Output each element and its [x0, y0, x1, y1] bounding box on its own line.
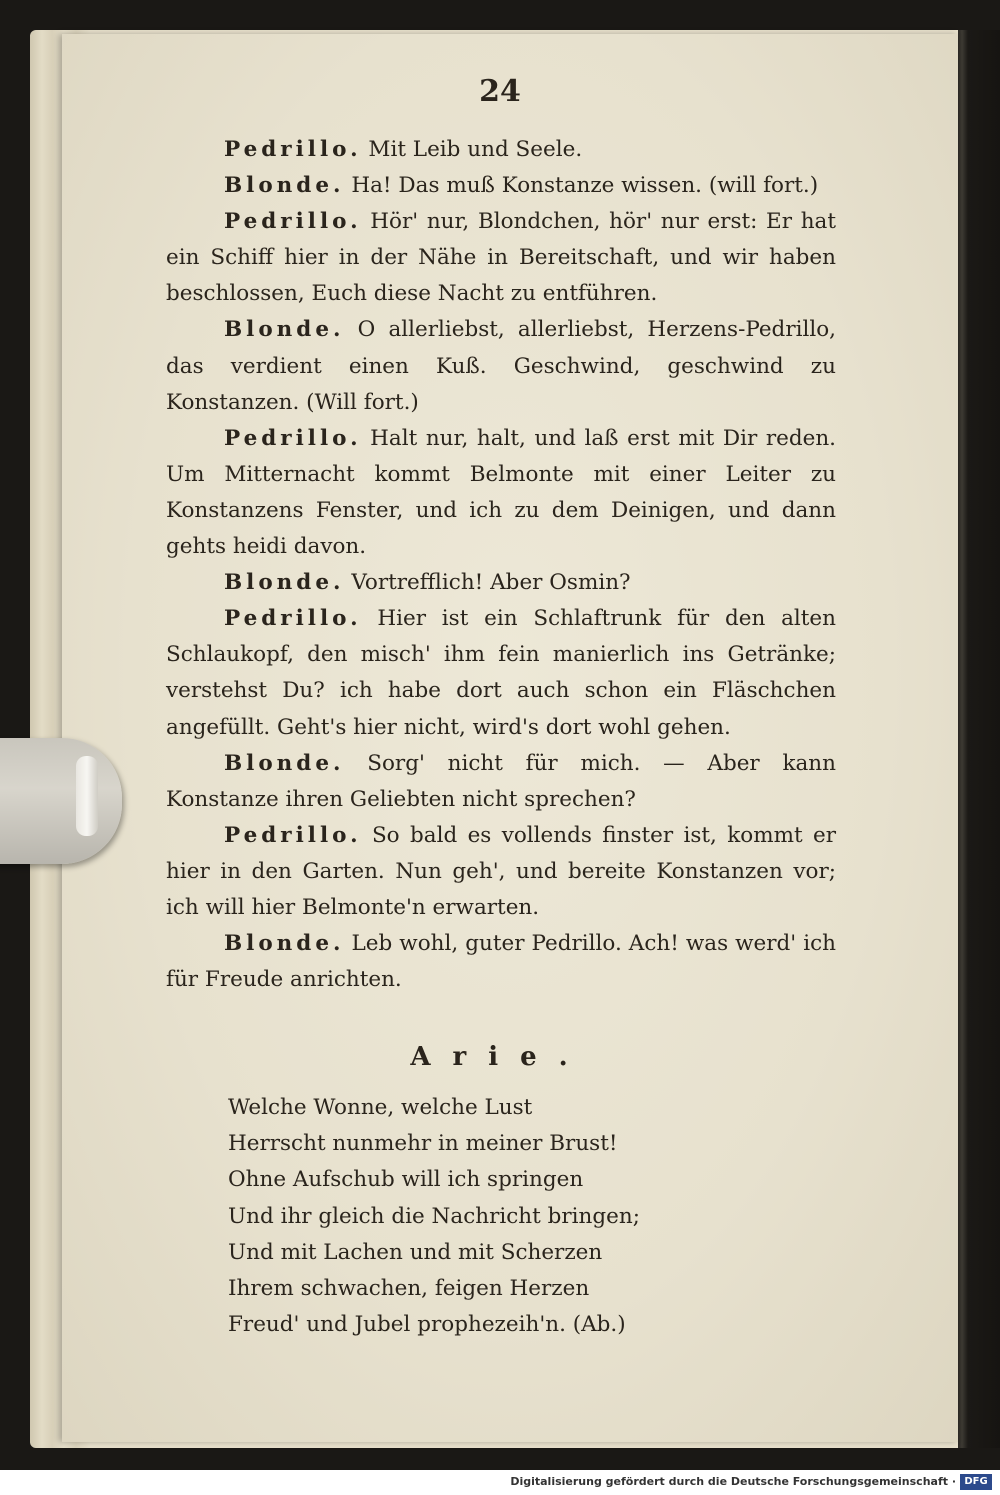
speaker-name: Pedrillo.	[224, 425, 362, 451]
dialogue-paragraph	[166, 926, 836, 998]
verse-line: Ohne Aufschub will ich springen	[228, 1167, 584, 1193]
dialogue-paragraph	[166, 204, 836, 312]
dialogue-paragraph	[166, 601, 836, 745]
verse-line: Welche Wonne, welche Lust	[228, 1095, 533, 1120]
verse-line: Freud' und Jubel prophezeih'n. (Ab.)	[228, 1312, 626, 1338]
dialogue-line: Ha! Das muß Konstanze wissen. (will fort.)	[344, 173, 819, 199]
aria-heading: Arie.	[410, 1042, 590, 1072]
speaker-name: Blonde.	[224, 173, 345, 199]
book-right-edge	[958, 30, 1000, 1448]
footer-bar	[0, 1470, 1000, 1495]
clip-highlight	[76, 756, 98, 836]
dialogue-paragraph	[166, 168, 836, 204]
dialogue-text	[166, 132, 836, 998]
speaker-name: Blonde.	[224, 750, 345, 776]
speaker-name: Blonde.	[224, 570, 345, 596]
speaker-name: Blonde.	[224, 931, 345, 957]
dialogue-line: Sorg' nicht für mich. — Aber kann Konstanze ihren Geliebten nicht sprechen?	[166, 750, 836, 812]
dialogue-paragraph	[166, 746, 836, 818]
dfg-logo-icon: DFG	[960, 1474, 992, 1490]
verse-line: Ihrem schwachen, feigen Herzen	[228, 1276, 590, 1302]
dialogue-line: Hör' nur, Blondchen, hör' nur erst: Er hat ein Schiff hier in der Nähe in Bereitschaft, und wir haben beschlossen, Euch diese Nacht zu entführen.	[166, 209, 836, 307]
dialogue-paragraph	[166, 421, 836, 565]
dialogue-paragraph	[166, 565, 836, 601]
funding-credit: Digitalisierung gefördert durch die Deutsche Forschungsgemeinschaft ·	[510, 1475, 956, 1488]
dialogue-line: Mit Leib und Seele.	[361, 137, 583, 162]
speaker-name: Pedrillo.	[224, 137, 362, 162]
speaker-name: Pedrillo.	[224, 822, 362, 848]
dialogue-line: Vortrefflich! Aber Osmin?	[344, 570, 631, 596]
dialogue-line: Hier ist ein Schlaftrunk für den alten Schlaukopf, den misch' ihm fein manierlich ins Getränke; verstehst Du? ich habe dort auch schon ein Fläschchen angefüllt. Geht's hier nicht, wird's dort wohl gehen.	[166, 606, 836, 740]
speaker-name: Blonde.	[224, 317, 345, 343]
verse-line: Und mit Lachen und mit Scherzen	[228, 1239, 603, 1265]
dialogue-paragraph	[166, 132, 836, 168]
dialogue-paragraph	[166, 312, 836, 420]
page-number: 24	[479, 74, 521, 109]
verse-line: Herrscht nunmehr in meiner Brust!	[228, 1131, 618, 1157]
dialogue-line: Leb wohl, guter Pedrillo. Ach! was werd' ich für Freude anrichten.	[166, 931, 836, 993]
dialogue-line: Halt nur, halt, und laß erst mit Dir reden. Um Mitternacht kommt Belmonte mit einer Leiter zu Konstanzens Fenster, und ich zu dem Deinigen, und dann gehts heidi davon.	[166, 425, 836, 560]
speaker-name: Pedrillo.	[224, 209, 362, 235]
speaker-name: Pedrillo.	[224, 606, 362, 632]
dialogue-line: So bald es vollends finster ist, kommt er hier in den Garten. Nun geh', und bereite Konstanzen vor; ich will hier Belmonte'n erwarten.	[166, 822, 836, 920]
aria-verse	[228, 1090, 788, 1343]
verse-line: Und ihr gleich die Nachricht bringen;	[228, 1203, 640, 1229]
dialogue-paragraph	[166, 818, 836, 926]
dialogue-line: O allerliebst, allerliebst, Herzens-Pedrillo, das verdient einen Kuß. Geschwind, geschwind zu Konstanzen. (Will fort.)	[166, 317, 836, 415]
page-clip	[0, 738, 122, 864]
